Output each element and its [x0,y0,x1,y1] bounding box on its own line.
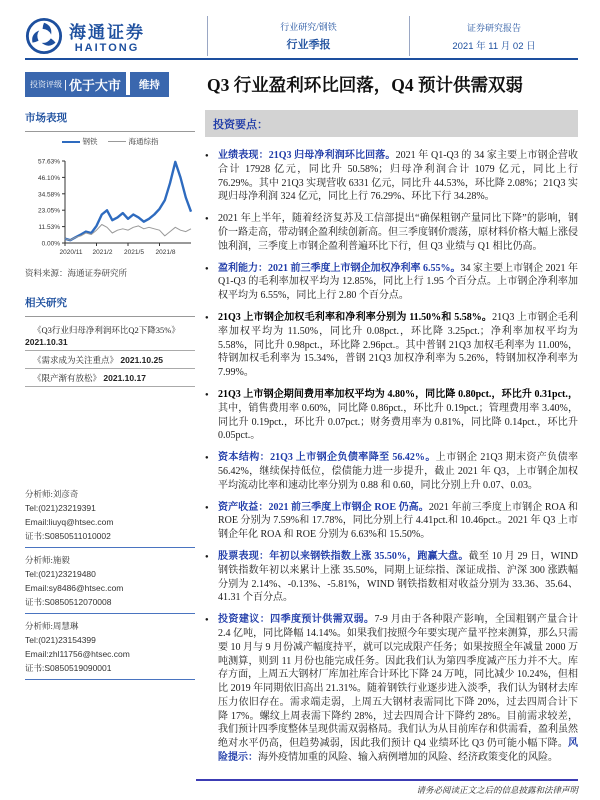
bullet-lead: 资本结构：21Q3 上市钢企负债率降至 56.42%。 [218,452,436,464]
rating-separator: | [64,78,67,91]
header-category-block [208,20,409,52]
x-tick-label: 2020/11 [59,249,83,256]
brand-name-cn: 海通证券 [69,23,145,42]
header-doc-block [410,21,578,52]
chart-legend [25,136,195,147]
research-item [25,321,195,351]
rating-area [25,72,197,97]
bullet-lead: 股票表现：年初以来钢铁指数上涨 35.50%，跑赢大盘。 [218,550,469,562]
bullet-item [205,550,578,605]
bullet-lead: 21Q3 上市钢企期间费用率加权平均为 4.80%，同比降 0.80pct.，环比升 0.31pct.， [218,388,578,400]
report-date: 2021 年 11 月 02 日 [452,40,536,52]
analyst-email: Email:sy8486@htsec.com [25,583,124,593]
investment-points-list [205,149,578,765]
y-tick-label: 23.05% [37,207,60,215]
x-tick-label: 2021/8 [155,249,176,256]
bullet-lead: 21Q3 上市钢企加权毛利率和净利率分别为 11.50%和 5.58%。 [218,311,493,323]
y-tick-label: 46.10% [37,174,60,182]
bullet-text: 海外疫情加重的风险、输入病例增加的风险、经济政策变化的风险。 [258,752,558,764]
bullet-text: 7-9 月由于各种限产影响，全国粗钢产量合计 2.4 亿吨，同比降幅 14.14%。如果我们按照今年要实现产量平控来测算，那么只需要 10 月与 9 月份减产幅度持平，就可以完成限产任务；如果按照全年减量 2000 万吨测算，则到 11 月份也能完成任务。因此我们认为第四季度减产压力并不大。库存方面，上周五大钢材厂库加社库合计环比下降 24 万吨，同比减少 10.24%，但相比 2019 年同期依旧高出 21.31%。随着钢铁行业逐步进入淡季，我们认为钢材去库压力依旧存在。需求端走弱，上周五大钢材表需同比下降 20%，过去四周合计下降 17%。螺纹上周表需下降约 28%，过去四周合计下降约 28%。目前需求较差，我们预计四季度整体呈现供需双弱格局。我们认为从目前库存和供需看，盈利虽然绝对水平仍高，但趋势减弱，因此我们预计 Q4 业绩环比 Q3 仍可能小幅下降。 [218,614,578,750]
analyst-name: 分析师:刘彦奇 [25,489,79,499]
sidebar-rule [25,131,195,132]
analyst-cert: 证书:S0850519090001 [25,663,112,673]
legend-entry [108,136,159,147]
analyst-name: 分析师:周慧琳 [25,621,79,631]
research-item [25,351,195,369]
market-performance-title: 市场表现 [25,113,67,124]
report-title: Q3 行业盈利环比回落，Q4 预计供需双弱 [207,75,523,95]
y-tick-label: 57.63% [37,158,60,166]
analyst-tel: Tel:(021)23219391 [25,503,96,513]
sidebar [25,110,195,683]
page-header [25,14,578,60]
report-category: 行业研究/钢铁 [280,22,337,32]
brand-name-en: HAITONG [74,42,140,54]
rating-title-row [25,72,578,97]
analyst-email: Email:zhl11756@htsec.com [25,649,130,659]
analyst-block [25,485,195,548]
x-tick-label: 2021/5 [124,249,144,256]
rating-box [25,72,126,97]
legend-entry [62,136,98,147]
bullet-item [205,501,578,542]
research-item-date: 2021.10.25 [120,355,163,365]
bullet-lead: 投资建议：四季度预计供需双弱。 [218,614,375,626]
bullet-text: 其中，销售费用率 0.60%，同比降 0.86pct.，环比升 0.19pct.；管理费用率 3.40%，同比升 0.19pct.，环比升 0.07pct.；财务费用率为 0.81%，同比降 0.14pct.，环比升 0.05pct.。 [218,402,578,442]
main-column [205,110,578,773]
legend-label: 海通综指 [128,137,159,146]
footer-disclaimer: 请务必阅读正文之后的信息披露和法律声明 [416,785,578,795]
related-research-title: 相关研究 [25,298,67,309]
haitong-swirl-icon [25,17,63,55]
analyst-cert: 证书:S0850512070008 [25,597,112,607]
research-item [25,369,195,387]
brand-text [69,18,145,54]
analyst-name: 分析师:施毅 [25,555,70,565]
research-item-date: 2021.10.17 [103,373,146,383]
sidebar-rule [25,316,195,317]
legend-label: 钢铁 [82,137,98,146]
analyst-contact-list [25,485,195,680]
bullet-item [205,388,578,443]
bullet-text: 2021 年前三季度上市钢企 ROA 和 ROE 分别为 7.59%和 17.78%，同比分别上行 4.41pct.和 10.46pct.。2021 年 Q3 上市钢企年化 ROA 和 ROE 分别为 6.63%和 15.50%。 [218,501,579,541]
chart-source: 资料来源：海通证券研究所 [25,268,128,278]
x-tick-label: 2021/2 [92,249,113,256]
market-performance-chart [25,147,195,259]
bullet-item [205,149,578,204]
research-item-title: 《限产渐有放松》 [33,373,102,383]
rating-status-badge: 维持 [130,72,169,97]
brand-logo [25,17,207,55]
analyst-tel: Tel:(021)23219480 [25,569,96,579]
page-footer [196,779,578,796]
bullet-lead: 盈利能力：2021 前三季度上市钢企加权净利率 6.55%。 [218,262,461,274]
bullet-lead: 风险提示： [218,738,578,764]
bullet-text: 34 家主要上市钢企 2021 年 Q1-Q3 的毛利率加权平均为 12.85%，同比上行 1.95 个百分点。上市钢企净利率加权平均为 6.55%，同比上行 2.80 个百分点。 [218,262,578,302]
rating-label: 投资评级 [30,80,62,89]
doc-type: 证券研究报告 [466,22,521,33]
analyst-tel: Tel:(021)23154399 [25,635,96,645]
analyst-email: Email:liuyq@htsec.com [25,517,114,527]
analyst-cert: 证书:S0850511010002 [25,531,111,541]
research-item-title: 《需求成为关注重点》 [33,355,119,365]
bullet-text: 21Q3 上市钢企毛利率加权平均为 11.50%，同比升 0.08pct.，环比降 3.25pct.；净利率加权平均为 5.58%，同比升 0.98pct.，环比降 2.96pct.。其中普钢 21Q3 加权毛利率为 11.00%，特钢加权毛利率为 15.34%，普钢 21Q3 加权净利率为 5.26%，特钢加权净利率为 7.99%。 [218,311,578,379]
bullet-text: 上市钢企 21Q3 期末资产负债率 56.42%，继续保持低位，偿债能力进一步提升，截止 2021 年 Q3，上市钢企加权平均流动比率和速动比率分别为 0.88 和 0.60，同比分别上升 0.07、0.03。 [218,452,578,491]
investment-points-header: 投资要点： [205,110,578,137]
y-tick-label: 11.53% [38,224,60,232]
legend-swatch [62,141,80,143]
bullet-item [205,311,578,380]
bullet-text: 2021 年上半年，随着经济复苏及工信部提出“确保粗钢产量同比下降”的影响，钢价一路走高，带动钢企盈利续创新高。但三季度钢价震荡，原材料价格大幅上涨侵蚀利润，三季度上市钢企盈利普遍环比下行，但 Q3 业绩与 Q1 相比仍高。 [218,213,578,252]
bullet-item [205,262,578,303]
research-item-date: 2021.10.31 [25,337,68,347]
legend-swatch [108,141,126,142]
bullet-lead: 业绩表现：21Q3 归母净利润环比回落。 [218,150,396,161]
research-item-title: 《Q3行业归母净利润环比Q2下降35%》 [33,325,180,335]
series-line-钢铁 [65,162,191,240]
bullet-text: 截至 10 月 29 日，WIND 钢铁指数年初以来累计上涨 35.50%，同期上证综指、深证成指、沪深 300 涨跌幅分别为 2.14%、-0.13%、-5.81%，WIND 钢铁指数相对收益分别为 33.36、35.64、41.31 个百分点。 [218,550,578,604]
bullet-item [205,212,578,253]
related-research-list [25,321,195,387]
bullet-item [205,451,578,492]
y-tick-label: 34.58% [37,191,60,199]
bullet-lead: 资产收益：2021 前三季度上市钢企 ROE 仍高。 [218,501,429,513]
y-tick-label: 0.00% [41,240,60,248]
bullet-item [205,613,578,765]
analyst-block [25,617,195,680]
analyst-block [25,551,195,614]
bullet-text: 2021 年 Q1-Q3 的 34 家主要上市钢企营收合计 17928 亿元，同比升 50.58%；归母净利润合计 1079 亿元，同比上行 76.29%。其中 21Q3 实现营收 6331 亿元，同比升 44.53%，环比降 2.08%；21Q3 实现归母净利润 324 亿元，同比上行 76.29%、环比下行 34.28%。 [218,150,578,203]
rating-value: 优于大市 [68,78,121,93]
report-type: 行业季报 [286,39,331,51]
